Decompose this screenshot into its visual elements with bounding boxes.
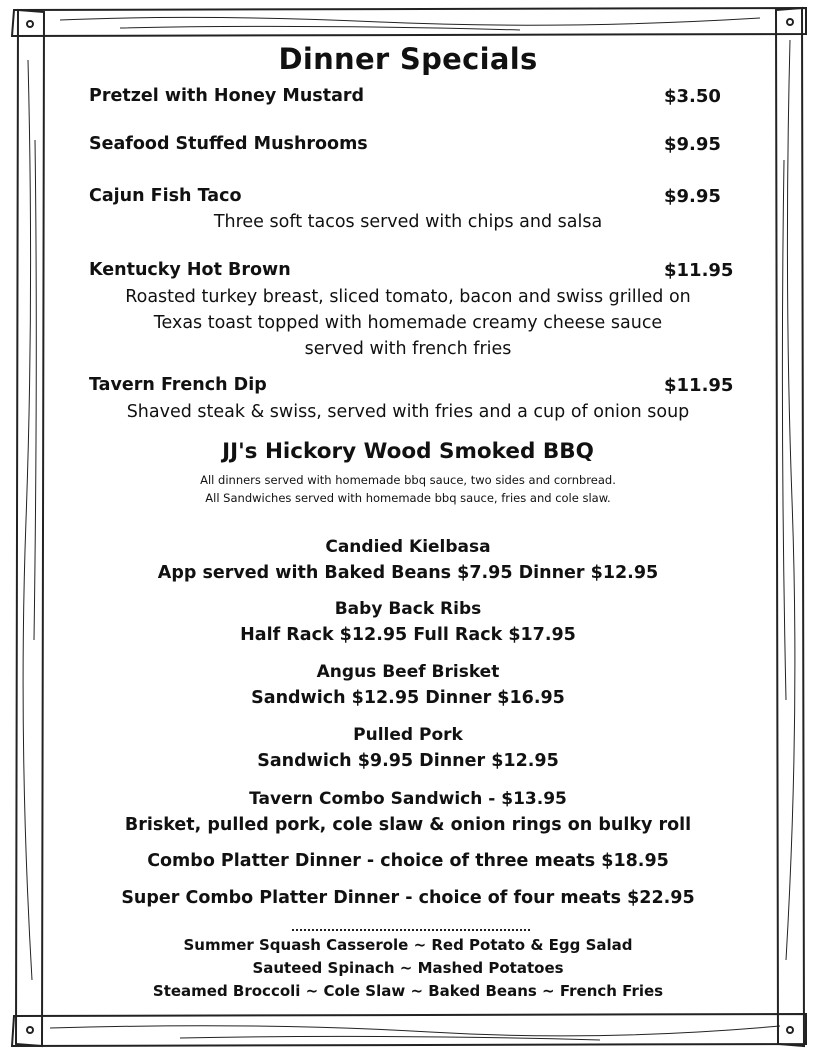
bbq-item-prices: Sandwich $9.95 Dinner $12.95 — [257, 751, 559, 771]
bbq-item-name: Candied Kielbasa — [325, 537, 491, 557]
special-description: served with french fries — [304, 339, 512, 359]
special-name: Pretzel with Honey Mustard — [89, 86, 365, 106]
special-price: $11.95 — [664, 260, 734, 281]
platter-line: Combo Platter Dinner - choice of three meats $18.95 — [147, 851, 669, 871]
sides-line: Summer Squash Casserole ~ Red Potato & Egg Salad — [183, 936, 633, 954]
special-name: Kentucky Hot Brown — [89, 260, 291, 280]
bbq-item-name: Pulled Pork — [353, 725, 463, 745]
special-name: Cajun Fish Taco — [89, 186, 242, 206]
special-price: $9.95 — [664, 134, 721, 155]
bbq-item-name: Baby Back Ribs — [334, 599, 482, 619]
special-price: $11.95 — [664, 375, 734, 396]
bbq-note: All dinners served with homemade bbq sauce, two sides and cornbread. — [200, 473, 616, 487]
sides-line: Sauteed Spinach ~ Mashed Potatoes — [252, 959, 564, 977]
special-description: Roasted turkey breast, sliced tomato, bacon and swiss grilled on — [125, 287, 691, 307]
sides-line: Steamed Broccoli ~ Cole Slaw ~ Baked Beans ~ French Fries — [152, 982, 664, 1000]
bbq-item-prices: App served with Baked Beans $7.95 Dinner $12.95 — [157, 563, 659, 583]
bbq-item-prices: Half Rack $12.95 Full Rack $17.95 — [240, 625, 576, 645]
bbq-item-prices: Sandwich $12.95 Dinner $16.95 — [251, 688, 565, 708]
bbq-item-name: Angus Beef Brisket — [316, 662, 500, 682]
special-name: Tavern French Dip — [89, 375, 267, 395]
special-description: Texas toast topped with homemade creamy cheese sauce — [153, 313, 663, 333]
bbq-item-prices: Brisket, pulled pork, cole slaw & onion rings on bulky roll — [124, 815, 692, 835]
bbq-section-title: JJ's Hickory Wood Smoked BBQ — [222, 439, 594, 464]
special-description: Three soft tacos served with chips and salsa — [213, 212, 603, 232]
dotted-divider — [292, 929, 530, 931]
special-description: Shaved steak & swiss, served with fries and a cup of onion soup — [126, 402, 690, 422]
special-price: $9.95 — [664, 186, 721, 207]
special-price: $3.50 — [664, 86, 721, 107]
platter-line: Super Combo Platter Dinner - choice of four meats $22.95 — [121, 888, 695, 908]
bbq-item-name: Tavern Combo Sandwich - $13.95 — [249, 789, 567, 809]
special-name: Seafood Stuffed Mushrooms — [89, 134, 368, 154]
page-title: Dinner Specials — [278, 42, 538, 76]
bbq-note: All Sandwiches served with homemade bbq sauce, fries and cole slaw. — [205, 491, 611, 505]
